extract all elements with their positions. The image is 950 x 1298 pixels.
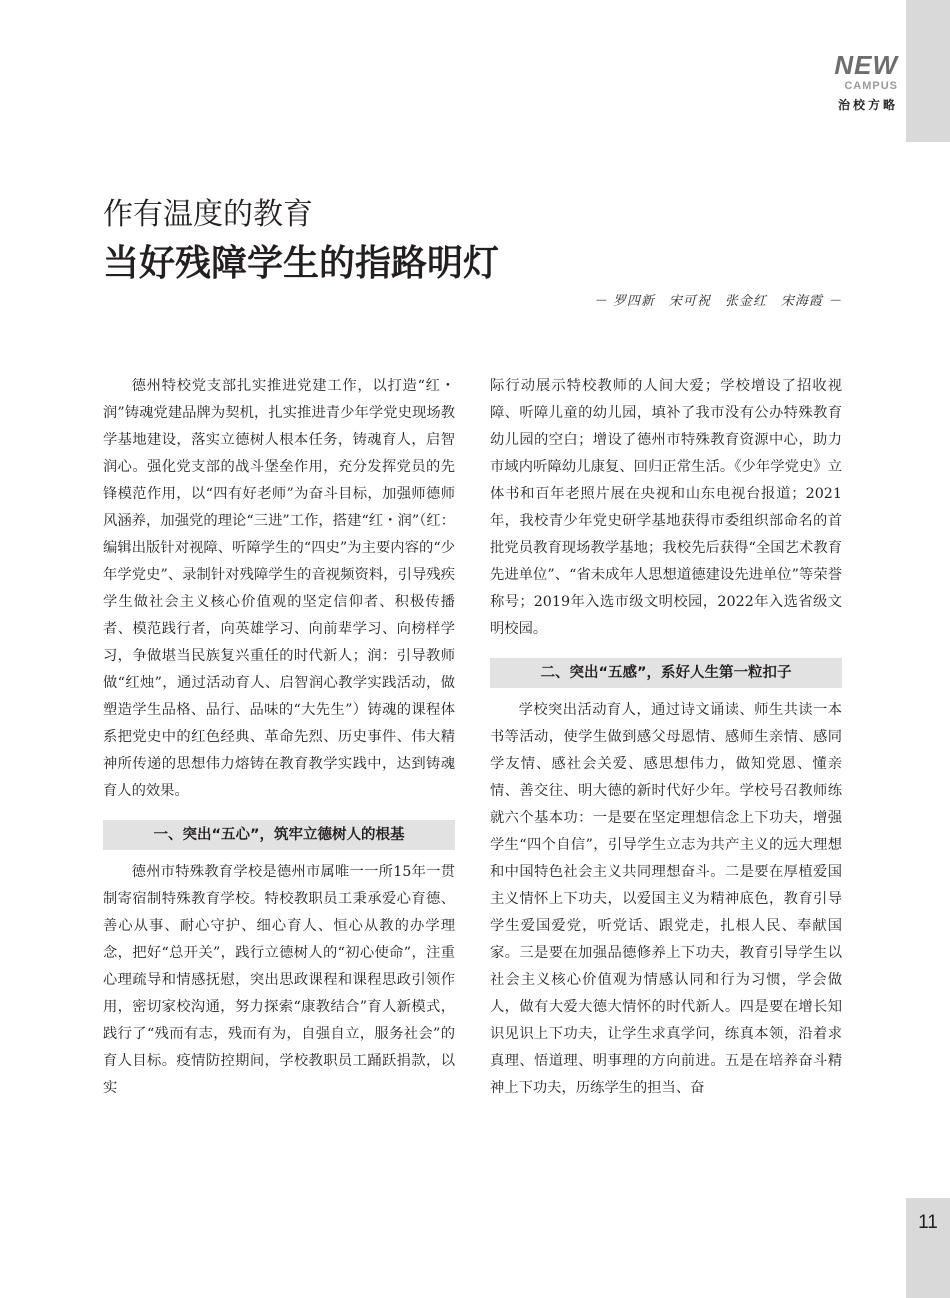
- right-column: [490, 373, 842, 1102]
- left-column: [103, 373, 455, 1102]
- brand-new-text: NEW: [834, 50, 898, 80]
- paragraph: 德州特校党支部扎实推进党建工作，以打造“红・润”铸魂党建品牌为契机，扎实推进青少年学党史现场教学基地建设，落实立德树人根本任务，铸魂育人，启智润心。强化党支部的战斗堡垒作用，充分发挥党员的先锋模范作用，以“四有好老师”为奋斗目标，加强师德师风涵养，加强党的理论“三进”工作，搭建“红・润”（红：编辑出版针对视障、听障学生的“四史”为主要内容的“少年学党史”、录制针对残障学生的音视频资料，引导残疾学生做社会主义核心价值观的坚定信仰者、积极传播者、模范践行者，向英雄学习、向前辈学习、向榜样学习，争做堪当民族复兴重任的时代新人；润：引导教师做“红烛”，通过活动育人、启智润心教学实践活动，做塑造学生品格、品行、品味的“大先生”）铸魂的课程体系把党史中的红色经典、革命先烈、历史事件、伟大精神所传递的思想伟力熔铸在教育教学实践中，达到铸魂育人的效果。: [103, 378, 455, 799]
- paragraph-continued: 际行动展示特校教师的人间大爱；学校增设了招收视障、听障儿童的幼儿园，填补了我市没有公办特殊教育幼儿园的空白；增设了德州市特殊教育资源中心，助力市域内听障幼儿康复、回归正常生活。《少年学党史》立体书和百年老照片展在央视和山东电视台报道；2021年，我校青少年党史研学基地获得市委组织部命名的首批党员教育现场教学基地；我校先后获得“全国艺术教育先进单位”、“省未成年人思想道德建设先进单位”等荣誉称号；2019年入选市级文明校园，2022年入选省级文明校园。: [490, 378, 842, 637]
- section-heading-2: 二、突出“五感”，系好人生第一粒扣子: [490, 658, 842, 688]
- paragraph: 德州市特殊教育学校是德州市属唯一一所15年一贯制寄宿制特殊教育学校。特校教职员工秉承爱心育德、善心从事、耐心守护、细心育人、恒心从教的办学理念，把好“总开关”，践行立德树人的“初心使命”，注重心理疏导和情感抚慰，突出思政课程和课程思政引领作用，密切家校沟通，努力探索“康教结合”育人新模式，践行了“残而有志，残而有为，自强自立，服务社会”的育人目标。疫情防控期间，学校教职员工踊跃捐款，以实: [103, 864, 455, 1096]
- author-byline: － 罗四新 宋可祝 张金红 宋海霞 －: [593, 294, 842, 309]
- magazine-brand: [834, 52, 898, 113]
- brand-campus-text: CAMPUS: [844, 80, 898, 92]
- page-number: 11: [918, 1212, 938, 1233]
- article-title-line-1: 作有温度的教育: [103, 197, 313, 232]
- article-title-line-2: 当好残障学生的指路明灯: [103, 242, 500, 284]
- paragraph: 学校突出活动育人，通过诗文诵读、师生共读一本书等活动，使学生做到感父母恩情、感师生亲情、感同学友情、感社会关爱、感思想伟力，做知党恩、懂亲情、善交往、明大德的新时代好少年。学校号召教师练就六个基本功：一是要在坚定理想信念上下功夫，增强学生“四个自信”，引导学生立志为共产主义的远大理想和中国特色社会主义共同理想奋斗。二是要在厚植爱国主义情怀上下功夫，以爱国主义为精神底色，教育引导学生爱国爱党，听党话、跟党走，扎根人民、奉献国家。三是要在加强品德修养上下功夫，教育引导学生以社会主义核心价值观为情感认同和行为习惯，学会做人，做有大爱大德大情怀的时代新人。四是要在增长知识见识上下功夫，让学生求真学问，练真本领，沿着求真理、悟道理、明事理的方向前进。五是在培养奋斗精神上下功夫，历练学生的担当、奋: [490, 702, 842, 1096]
- header-tab-band: [906, 0, 950, 142]
- section-label: 治校方略: [837, 98, 898, 112]
- section-heading-1: 一、突出“五心”，筑牢立德树人的根基: [103, 820, 455, 850]
